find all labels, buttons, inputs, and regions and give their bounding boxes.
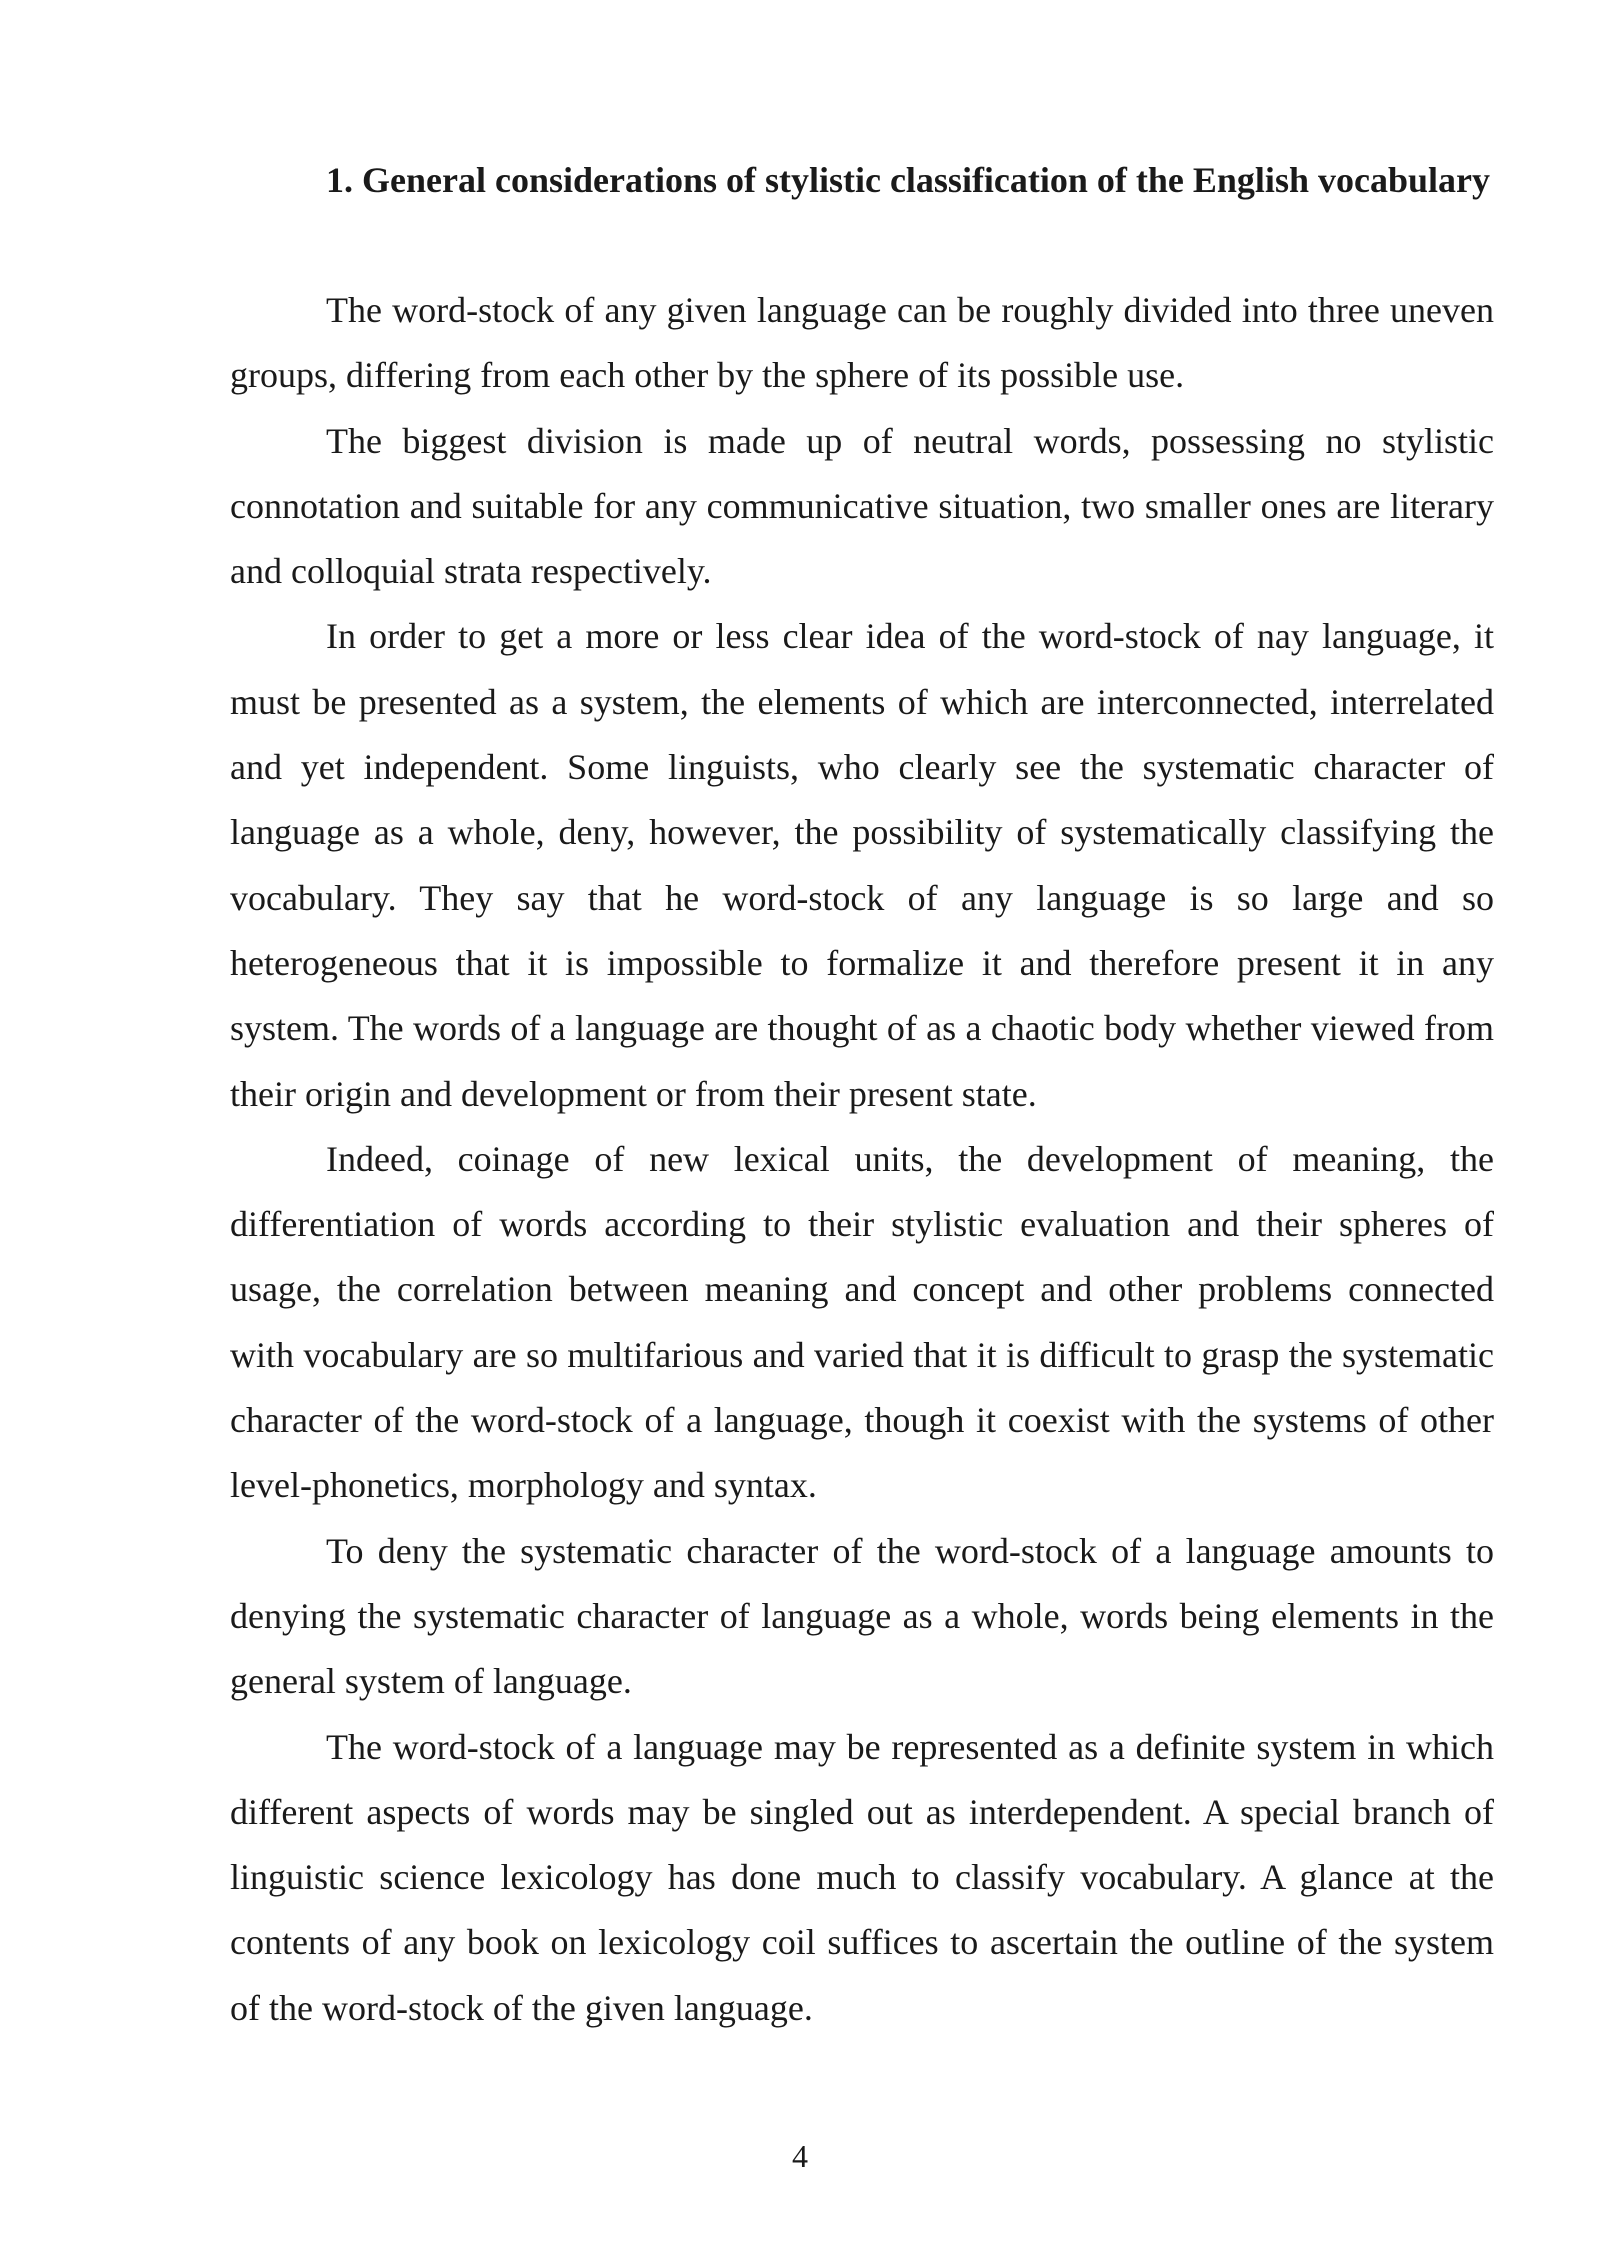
paragraph-3: In order to get a more or less clear idea of the word-stock of nay language, it must be presented as a system, the elements of which are interconnected, interrelated and yet independent. Some linguists, who clearly see the systematic character of language as a whole, deny, however, the possibility of systematically classifying the vocabulary. They say that he word-stock of any language is so large and so heterogeneous that it is impossible to formalize it and therefore present it in any system. The words of a language are thought of as a chaotic body whether viewed from their origin and development or from their present state. [230,616,1494,1114]
section-heading: 1. General considerations of stylistic classification of the English vocabulary [326,160,1490,200]
paragraph-1: The word-stock of any given language can be roughly divided into three uneven groups, differing from each other by the sphere of its possible use. [230,290,1494,396]
paragraph-5: To deny the systematic character of the word-stock of a language amounts to denying the systematic character of language as a whole, words being elements in the general system of language. [230,1530,1494,1702]
paragraph-2: The biggest division is made up of neutral words, possessing no stylistic connotation and suitable for any communicative situation, two smaller ones are literary and colloquial strata respectively. [230,420,1494,592]
page-number: 4 [792,2138,808,2174]
page-body [230,148,1494,2041]
paragraph-4: Indeed, coinage of new lexical units, the development of meaning, the differentiation of words according to their stylistic evaluation and their spheres of usage, the correlation between meaning and concept and other problems connected with vocabulary are so multifarious and varied that it is difficult to grasp the systematic character of the word-stock of a language, though it coexist with the systems of other level-phonetics, morphology and syntax. [230,1138,1494,1506]
paragraph-6: The word-stock of a language may be represented as a definite system in which different aspects of words may be singled out as interdependent. A special branch of linguistic science lexicology has done much to classify vocabulary. A glance at the contents of any book on lexicology coil suffices to ascertain the outline of the system of the word-stock of the given language. [230,1726,1494,2028]
